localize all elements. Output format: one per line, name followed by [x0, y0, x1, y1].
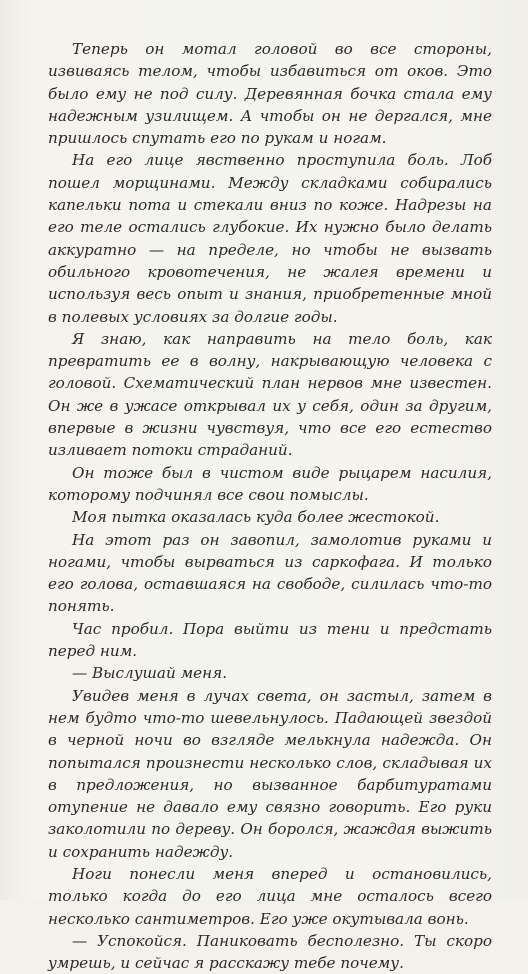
paragraph: Увидев меня в лучах света, он застыл, затем в нем будто что-то шевельнулось. Падающей звездой в черной ночи во взгляде мелькнула надежда. Он попытался произнести несколько слов, складывая их в предложения, но вызванное барбитуратами отупение не давало ему связно говорить. Его руки заколотили по дереву. Он боролся, жаждая выжить и сохранить надежду. — [48, 686, 492, 861]
paragraph: На его лице явственно проступила боль. Лоб пошел морщинами. Между складками собирались капельки пота и стекали вниз по коже. Надрезы на его теле остались глубокие. Их нужно было делать аккуратно — на пределе, но чтобы не вызвать обильного кровотечения, не жалея времени и используя весь опыт и знания, приобретенные мной в полевых условиях за долгие годы. — [48, 151, 492, 326]
dialogue-line: — Выслушай меня. — [72, 664, 228, 683]
paragraph: Ноги понесли меня вперед и остановились, только когда до его лица мне осталось всего несколько сантиметров. Его уже окутывала вонь. — [48, 864, 492, 928]
body-text — [48, 38, 492, 974]
paragraph: Час пробил. Пора выйти из тени и предстать перед ним. — [48, 619, 492, 661]
paragraph: На этот раз он завопил, замолотив руками и ногами, чтобы вырваться из саркофага. И только его голова, оставшаяся на свободе, силилась что-то понять. — [48, 530, 492, 616]
paragraph: Теперь он мотал головой во все стороны, извиваясь телом, чтобы избавиться от оков. Это было ему не под силу. Деревянная бочка стала ему надежным узилищем. А чтобы он не дергался, мне пришлось спутать его по рукам и ногам. — [48, 40, 492, 148]
paragraph: Он тоже был в чистом виде рыцарем насилия, которому подчинял все свои помыслы. — [48, 463, 492, 504]
paragraph: Я знаю, как направить на тело боль, как превратить ее в волну, накрывающую человека с головой. Схематический план нервов мне известен. Он же в ужасе открывал их у себя, один за другим, впервые в жизни чувствуя, что все его естество изливает потоки страданий. — [48, 329, 492, 460]
paragraph: Моя пытка оказалась куда более жестокой. — [72, 508, 440, 527]
dialogue-line: — Успокойся. Паниковать бесполезно. Ты скоро умрешь, и сейчас я расскажу тебе почему. — [48, 931, 492, 973]
